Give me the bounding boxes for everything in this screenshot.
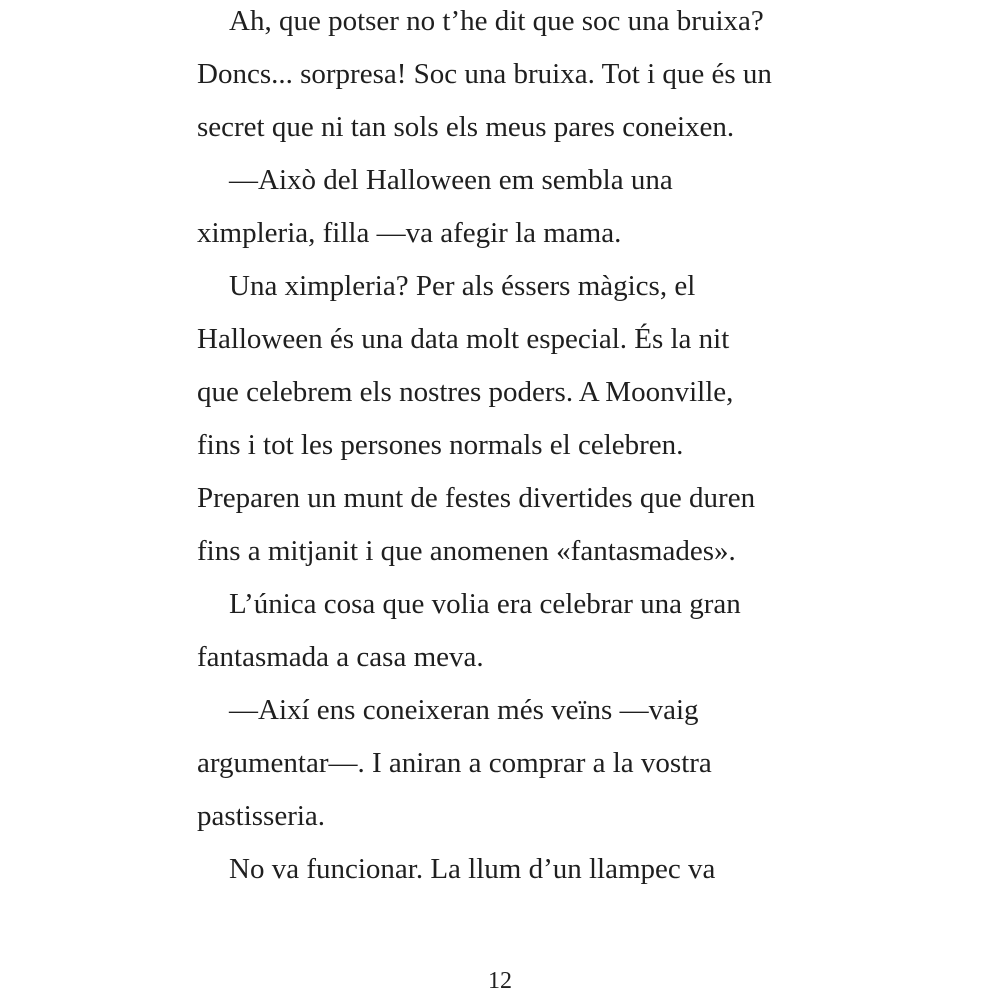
text-line: fins i tot les persones normals el celebren. [197, 429, 684, 461]
text-line: No va funcionar. La llum d’un llampec va [229, 853, 716, 885]
page-number: 12 [488, 968, 512, 994]
text-line: —Això del Halloween em sembla una [229, 164, 673, 196]
text-line: fantasmada a casa meva. [197, 641, 484, 673]
text-line: L’única cosa que volia era celebrar una gran [229, 588, 741, 620]
text-line: pastisseria. [197, 800, 326, 832]
text-line: secret que ni tan sols els meus pares coneixen. [197, 111, 735, 143]
text-line: Una ximpleria? Per als éssers màgics, el [229, 270, 696, 302]
text-line: Preparen un munt de festes divertides que duren [197, 482, 756, 514]
text-line: argumentar—. I aniran a comprar a la vostra [197, 747, 712, 779]
text-line: Doncs... sorpresa! Soc una bruixa. Tot i que és un [197, 58, 772, 90]
text-line: Ah, que potser no t’he dit que soc una bruixa? [229, 5, 764, 37]
text-line: fins a mitjanit i que anomenen «fantasmades». [197, 535, 736, 567]
text-line: Halloween és una data molt especial. És la nit [197, 323, 730, 355]
text-line: —Així ens coneixeran més veïns —vaig [229, 694, 699, 726]
text-line: ximpleria, filla —va afegir la mama. [197, 217, 622, 249]
text-line: que celebrem els nostres poders. A Moonville, [197, 376, 734, 408]
